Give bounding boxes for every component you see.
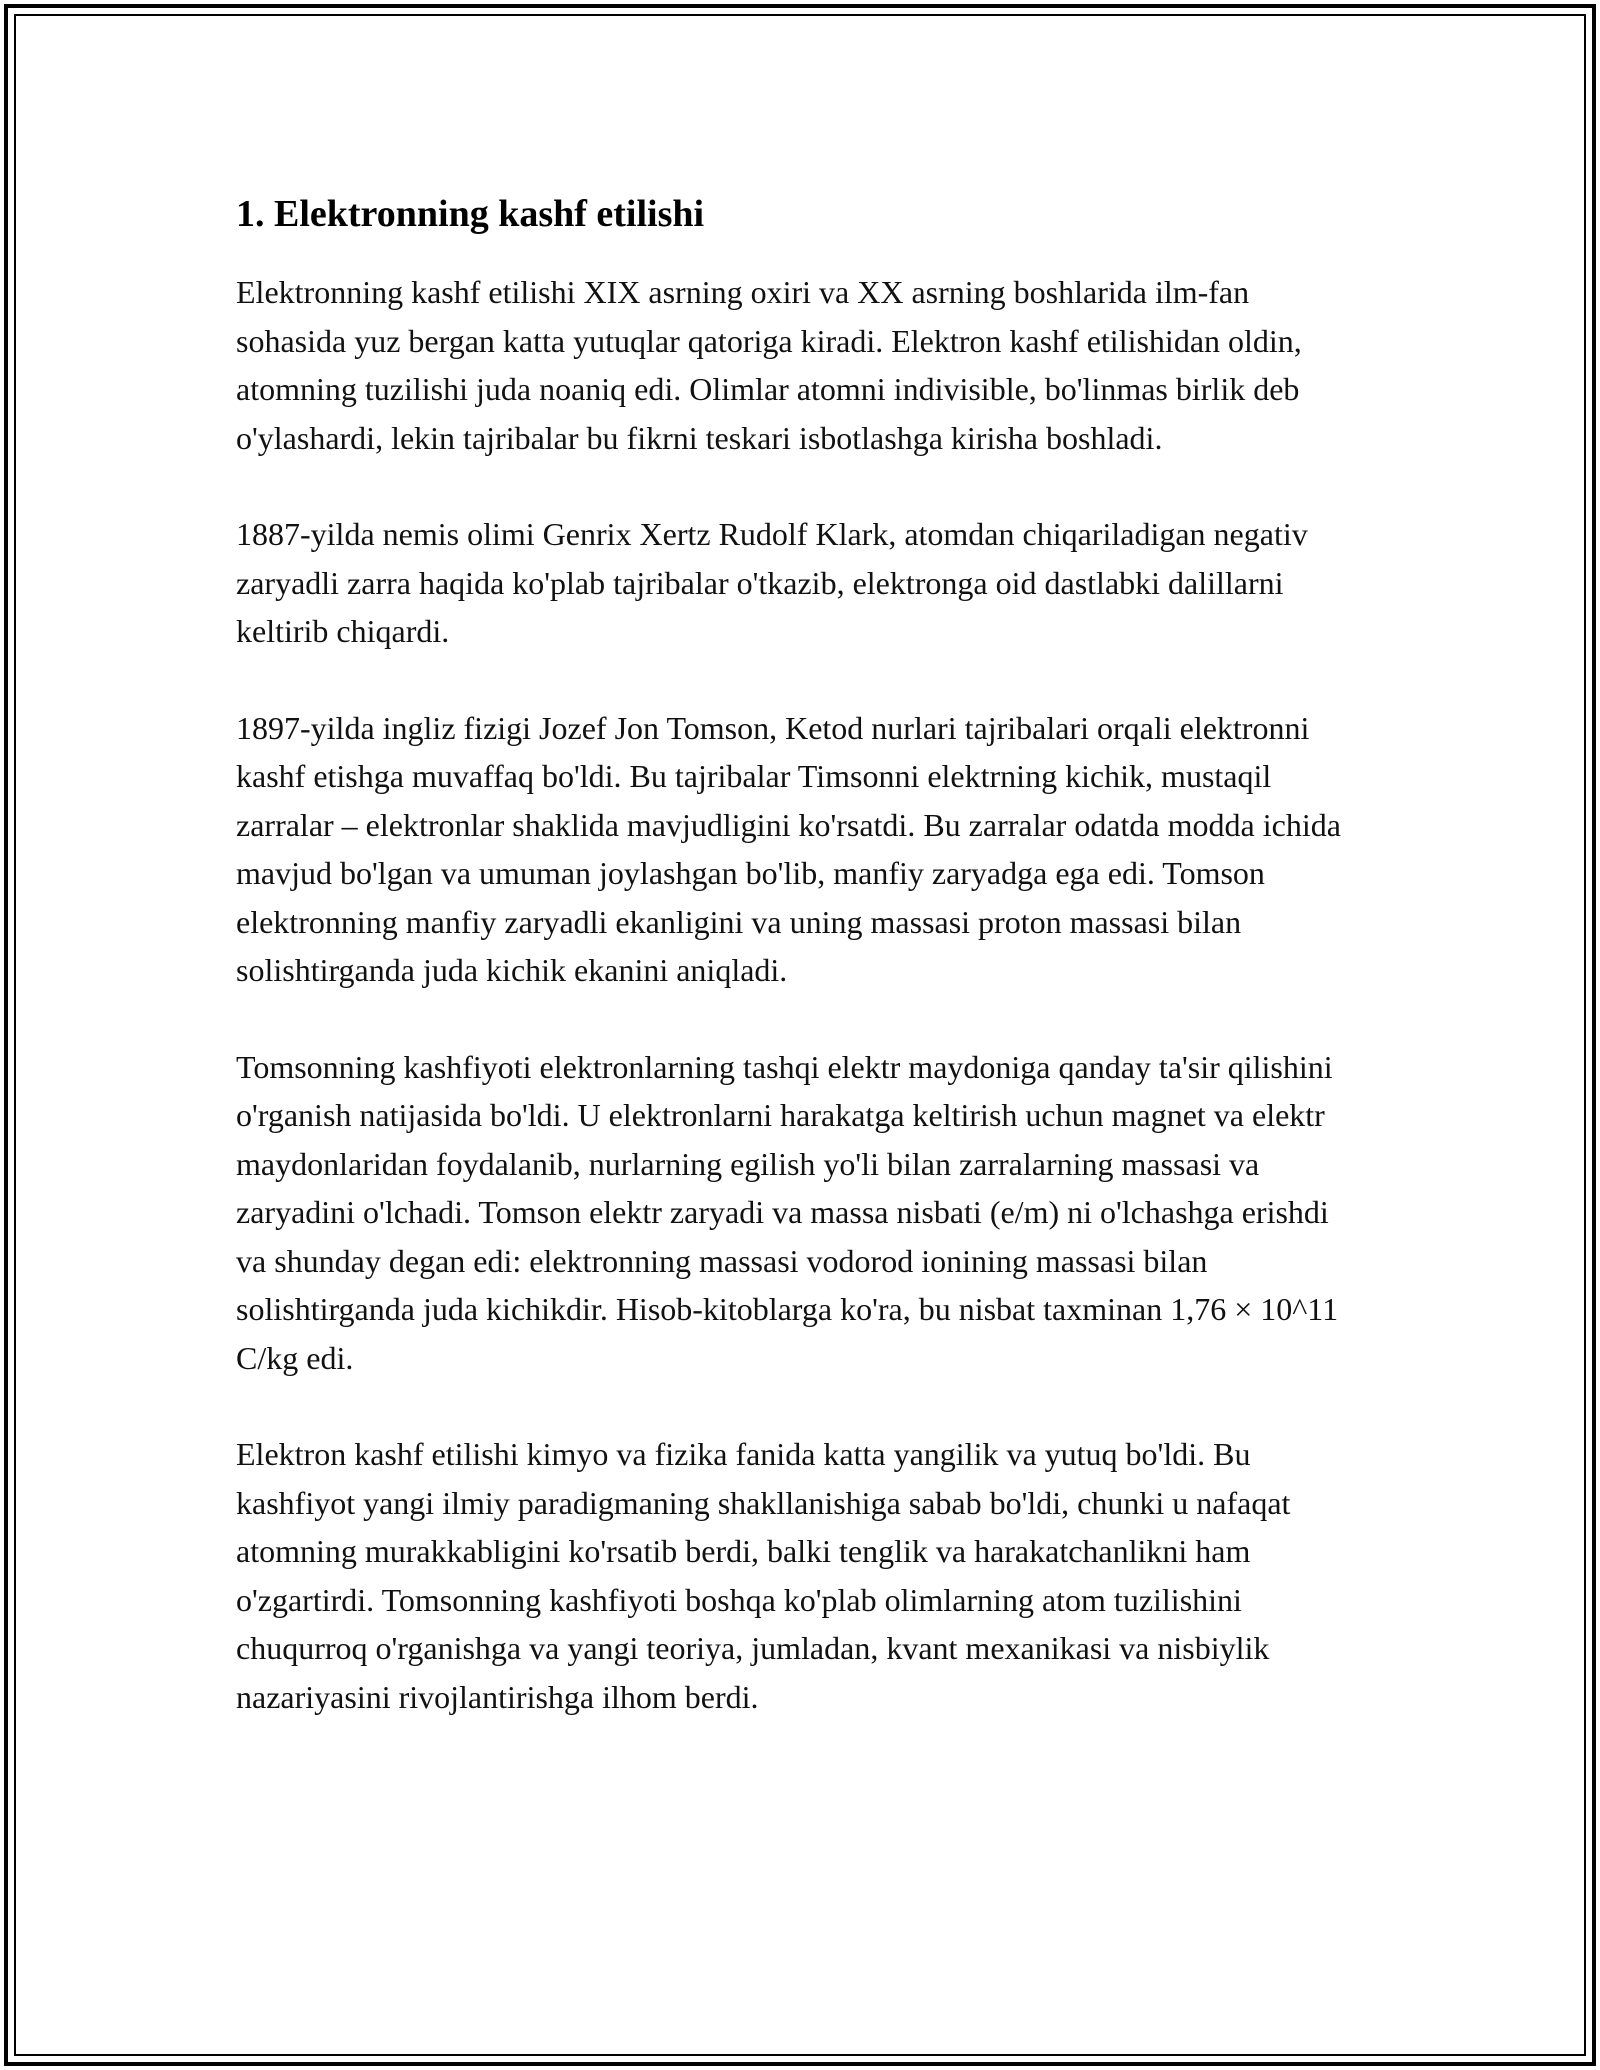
- paragraph-significance: Elektron kashf etilishi kimyo va fizika fanida katta yangilik va yutuq bo'ldi. Bu kashfiyot yangi ilmiy paradigmaning shakllanishiga sabab bo'ldi, chunki u nafaqat atomning murakkabligini ko'rsatib berdi, balki tenglik va harakatchanlikni ham o'zgartirdi. Tomsonning kashfiyoti boshqa ko'plab olimlarning atom tuzilishini chuqurroq o'rganishga va yangi teoriya, jumladan, kvant mexanikasi va nisbiylik nazariyasini rivojlantirishga ilhom berdi.: [236, 1436, 1291, 1715]
- section-heading: 1. Elektronning kashf etilishi: [236, 193, 705, 235]
- document-body: [236, 188, 1366, 1769]
- paragraph-1887: 1887-yilda nemis olimi Genrix Xertz Rudolf Klark, atomdan chiqariladigan negativ zaryadli zarra haqida ko'plab tajribalar o'tkazib, elektronga oid dastlabki dalillarni keltirib chiqardi.: [236, 516, 1308, 649]
- paragraph-intro: Elektronning kashf etilishi XIX asrning oxiri va XX asrning boshlarida ilm-fan sohasida yuz bergan katta yutuqlar qatoriga kiradi. Elektron kashf etilishidan oldin, atomning tuzilishi juda noaniq edi. Olimlar atomni indivisible, bo'linmas birlik deb o'ylashardi, lekin tajribalar bu fikrni teskari isbotlashga kirisha boshladi.: [236, 274, 1302, 456]
- paragraph-1897: 1897-yilda ingliz fizigi Jozef Jon Tomson, Ketod nurlari tajribalari orqali elektronni kashf etishga muvaffaq bo'ldi. Bu tajribalar Timsonni elektrning kichik, mustaqil zarralar – elektronlar shaklida mavjudligini ko'rsatdi. Bu zarralar odatda modda ichida mavjud bo'lgan va umuman joylashgan bo'lib, manfiy zaryadga ega edi. Tomson elektronning manfiy zaryadli ekanligini va uning massasi proton massasi bilan solishtirganda juda kichik ekanini aniqladi.: [236, 709, 1341, 988]
- paragraph-thomson-experiment: Tomsonning kashfiyoti elektronlarning tashqi elektr maydoniga qanday ta'sir qilishini o'rganish natijasida bo'ldi. U elektronlarni harakatga keltirish uchun magnet va elektr maydonlaridan foydalanib, nurlarning egilish yo'li bilan zarralarning massasi va zaryadini o'lchadi. Tomson elektr zaryadi va massa nisbati (e/m) ni o'lchashga erishdi va shunday degan edi: elektronning massasi vodorod ionining massasi bilan solishtirganda juda kichikdir. Hisob-kitoblarga ko'ra, bu nisbat taxminan 1,76 × 10^11 C/kg edi.: [236, 1048, 1339, 1376]
